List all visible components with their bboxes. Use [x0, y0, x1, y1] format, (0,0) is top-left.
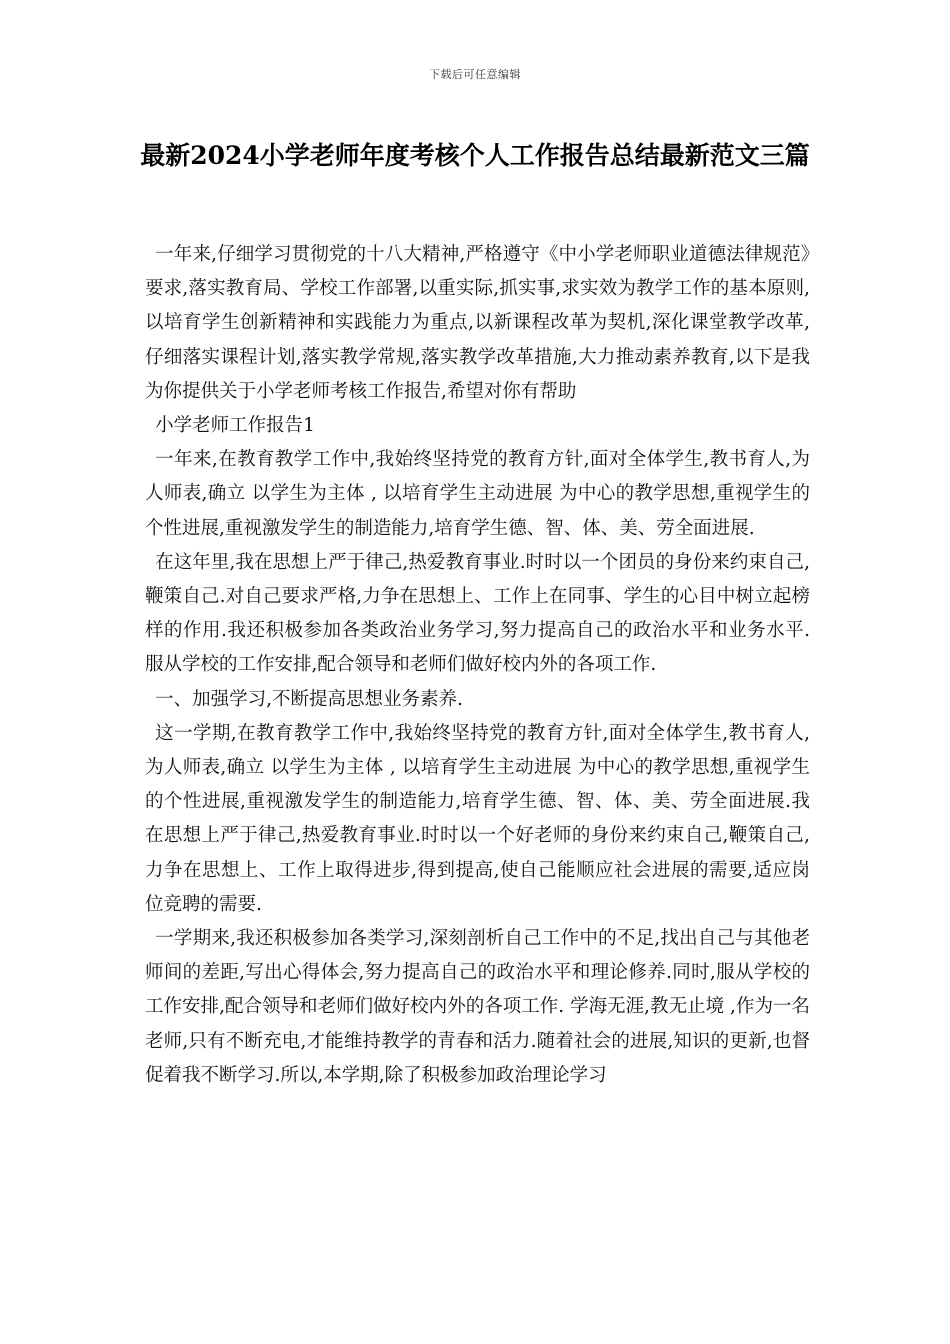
header-note: 下载后可任意编辑	[429, 68, 521, 81]
paragraph: 一年来,在教育教学工作中,我始终坚持党的教育方针,面对全体学生,教书育人,为人师表,确立 以学生为主体 , 以培育学生主动进展 为中心的教学思想,重视学生的个性进展,重视激发学生的制造能力,培育学生德、智、体、美、劳全面进展.	[145, 449, 810, 539]
paragraph: 这一学期,在教育教学工作中,我始终坚持党的教育方针,面对全体学生,教书育人,为人师表,确立 以学生为主体 , 以培育学生主动进展 为中心的教学思想,重视学生的个性进展,重视激发学生的制造能力,培育学生德、智、体、美、劳全面进展.我在思想上严于律己,热爱教育事业.时时以一个好老师的身份来约束自己,鞭策自己,力争在思想上、工作上取得进步,得到提高,使自己能顺应社会进展的需要,适应岗位竞聘的需要.	[145, 722, 810, 915]
document-title: 最新2024小学老师年度考核个人工作报告总结最新范文三篇	[140, 141, 810, 170]
section-heading-report-1: 小学老师工作报告1	[155, 415, 315, 437]
section-heading-study: 一、加强学习,不断提高思想业务素养.	[155, 688, 463, 710]
paragraph: 在这年里,我在思想上严于律己,热爱教育事业.时时以一个团员的身份来约束自己,鞭策自己.对自己要求严格,力争在思想上、工作上在同事、学生的心目中树立起榜样的作用.我还积极参加各类政治业务学习,努力提高自己的政治水平和业务水平.服从学校的工作安排,配合领导和老师们做好校内外的各项工作.	[145, 551, 810, 676]
intro-paragraph: 一年来,仔细学习贯彻党的十八大精神,严格遵守《中小学老师职业道德法律规范》要求,落实教育局、学校工作部署,以重实际,抓实事,求实效为教学工作的基本原则,以培育学生创新精神和实践能力为重点,以新课程改革为契机,深化课堂教学改革,仔细落实课程计划,落实教学常规,落实教学改革措施,大力推动素养教育,以下是我为你提供关于小学老师考核工作报告,希望对你有帮助	[145, 244, 810, 402]
document-body	[145, 238, 810, 1093]
paragraph: 一学期来,我还积极参加各类学习,深刻剖析自己工作中的不足,找出自己与其他老师间的差距,写出心得体会,努力提高自己的政治水平和理论修养.同时,服从学校的工作安排,配合领导和老师们做好校内外的各项工作. 学海无涯,教无止境 ,作为一名老师,只有不断充电,才能维持教学的青春和活力.随着社会的进展,知识的更新,也督促着我不断学习.所以,本学期,除了积极参加政治理论学习	[145, 928, 810, 1086]
